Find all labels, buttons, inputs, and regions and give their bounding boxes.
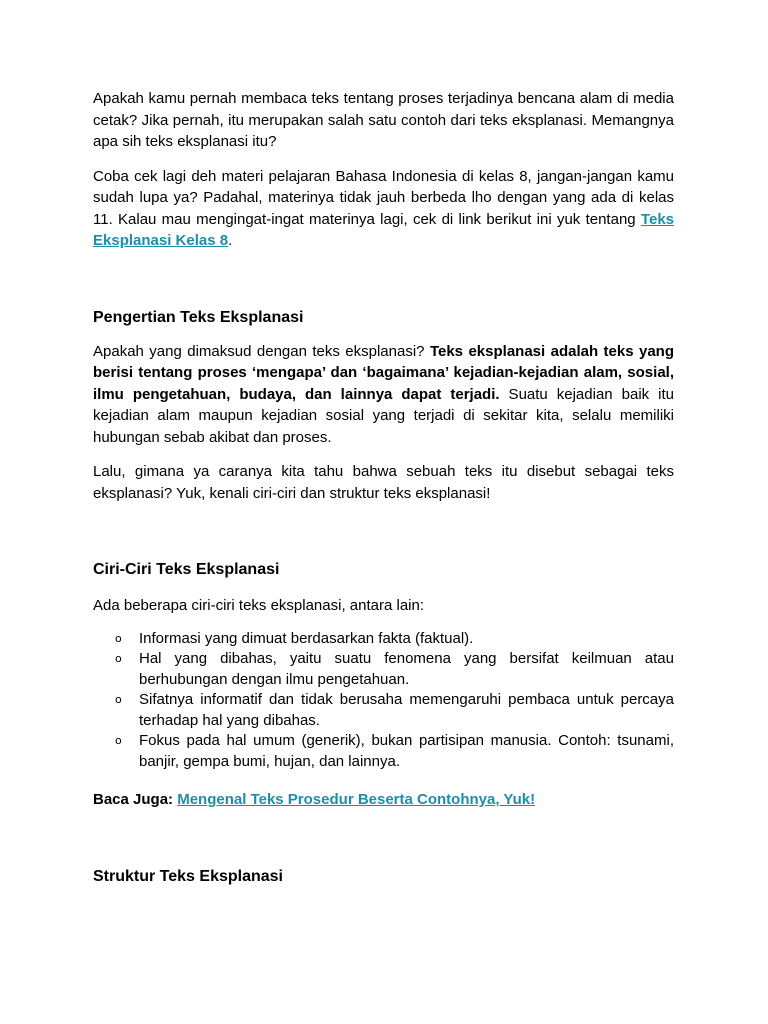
- list-item-text: Fokus pada hal umum (generik), bukan partisipan manusia. Contoh: tsunami, banjir, gempa bumi, hujan, dan lainnya.: [139, 732, 674, 770]
- intro-paragraph-2-text: Coba cek lagi deh materi pelajaran Bahasa Indonesia di kelas 8, jangan-jangan kamu sudah lupa ya? Padahal, materinya tidak jauh berbeda lho dengan yang ada di kelas 11. Kalau mau mengingat-ingat materinya lagi, cek di link berikut ini yuk tentang: [93, 167, 674, 228]
- section-heading-struktur: Struktur Teks Eksplanasi: [93, 867, 283, 885]
- pengertian-question: Apakah yang dimaksud dengan teks eksplanasi?: [93, 342, 430, 360]
- list-item-text: Informasi yang dimuat berdasarkan fakta (faktual).: [139, 629, 474, 647]
- list-item: [93, 649, 674, 690]
- teks-prosedur-link[interactable]: Mengenal Teks Prosedur Beserta Contohnya, Yuk!: [177, 791, 536, 808]
- list-item: [93, 731, 674, 772]
- intro-paragraph-1: Apakah kamu pernah membaca teks tentang proses terjadinya bencana alam di media cetak? Jika pernah, itu merupakan salah satu contoh dari teks eksplanasi. Memangnya apa sih teks eksplanasi itu?: [93, 90, 674, 150]
- pengertian-definition: Teks eksplanasi adalah teks yang berisi tentang proses ‘mengapa’ dan ‘bagaimana’ kejadian-kejadian alam, sosial, ilmu pengetahuan, budaya, dan lainnya dapat terjadi.: [93, 342, 675, 403]
- pengertian-paragraph-2: Lalu, gimana ya caranya kita tahu bahwa sebuah teks itu disebut sebagai teks eksplanasi? Yuk, kenali ciri-ciri dan struktur teks eksplanasi!: [93, 463, 674, 502]
- list-item-text: Sifatnya informatif dan tidak berusaha memengaruhi pembaca untuk percaya terhadap hal yang dibahas.: [139, 691, 674, 729]
- document-page: [93, 88, 674, 888]
- ciri-list: [93, 629, 674, 773]
- intro-paragraph-2-end: .: [228, 232, 233, 249]
- baca-juga-line: [93, 789, 674, 811]
- bullet-circle-icon: o: [115, 693, 122, 706]
- pengertian-paragraph-1: [93, 341, 674, 449]
- section-heading-pengertian: Pengertian Teks Eksplanasi: [93, 308, 304, 326]
- bullet-circle-icon: o: [115, 631, 122, 645]
- list-item: [93, 690, 674, 731]
- bullet-circle-icon: o: [115, 652, 122, 665]
- teks-eksplanasi-kelas-8-link[interactable]: Teks Eksplanasi Kelas 8: [93, 210, 674, 249]
- bullet-circle-icon: o: [115, 734, 122, 747]
- baca-juga-label: Baca Juga:: [93, 791, 174, 808]
- list-item-text: Hal yang dibahas, yaitu suatu fenomena yang bersifat keilmuan atau berhubungan dengan ilmu pengetahuan.: [139, 650, 674, 688]
- section-heading-ciri: Ciri-Ciri Teks Eksplanasi: [93, 561, 280, 578]
- pengertian-continuation: Suatu kejadian baik itu kejadian alam maupun kejadian sosial yang terjadi di sekitar kita, selalu memiliki hubungan sebab akibat dan proses.: [93, 385, 674, 446]
- intro-paragraph-2: [93, 166, 674, 252]
- list-item: [93, 629, 674, 650]
- ciri-intro: Ada beberapa ciri-ciri teks eksplanasi, antara lain:: [93, 597, 425, 614]
